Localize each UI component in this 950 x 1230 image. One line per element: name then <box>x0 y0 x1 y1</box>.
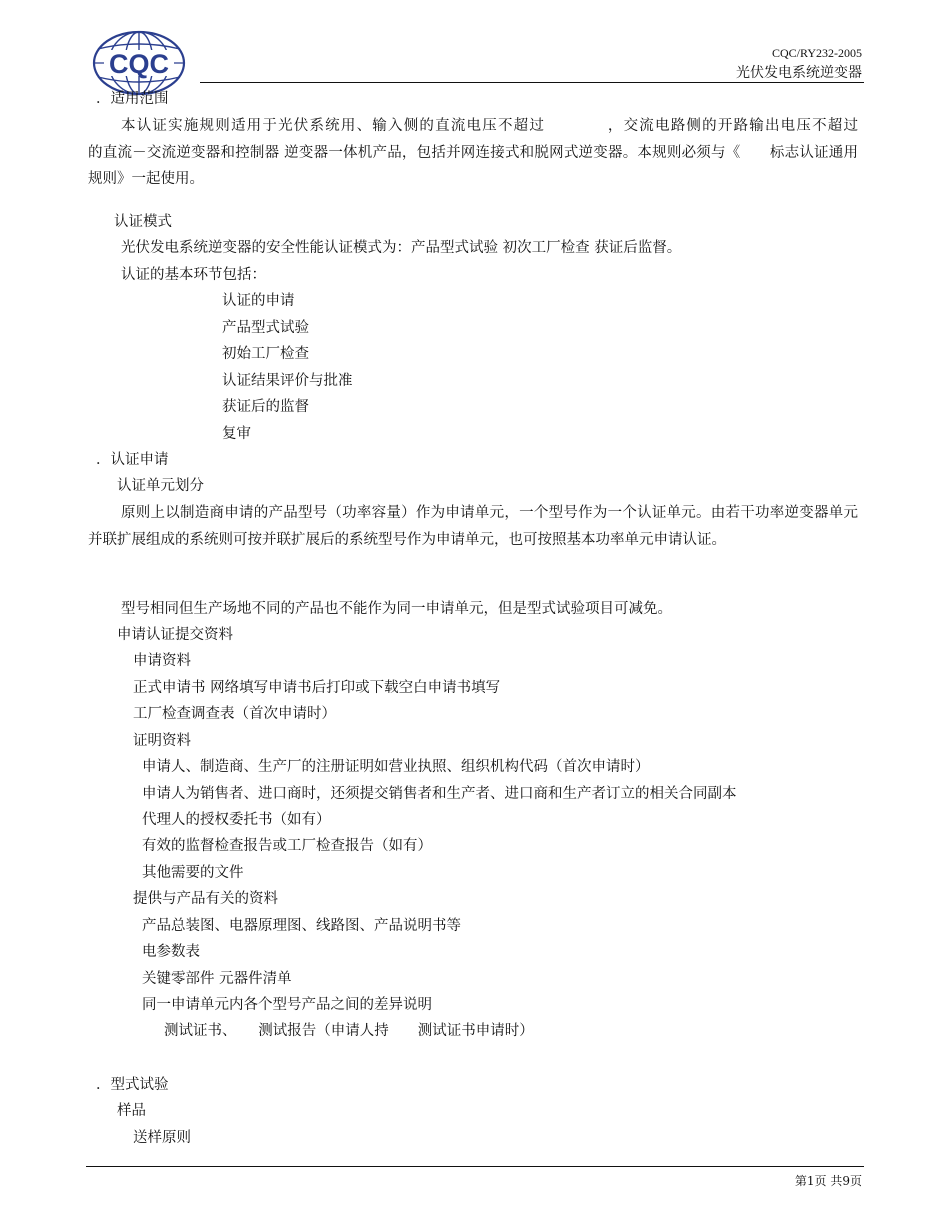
section-2-heading: 认证模式 <box>114 214 172 230</box>
product-item: 产品总装图、电器原理图、线路图、产品说明书等 <box>142 918 461 934</box>
proof-materials-heading: 证明资料 <box>133 733 191 749</box>
application-item: 工厂检查调查表（首次申请时） <box>133 706 336 722</box>
sample-heading: 样品 <box>117 1103 146 1119</box>
proof-item: 有效的监督检查报告或工厂检查报告（如有） <box>142 838 432 854</box>
proof-item: 代理人的授权委托书（如有） <box>142 812 331 828</box>
sampling-principle-heading: 送样原则 <box>133 1130 191 1146</box>
step-item: 认证的申请 <box>222 293 295 309</box>
step-item: 产品型式试验 <box>222 320 309 336</box>
product-item: 同一申请单元内各个型号产品之间的差异说明 <box>142 997 432 1013</box>
section-1-heading: ．适用范围 <box>96 91 169 107</box>
document-title: 光伏发电系统逆变器 <box>736 65 862 81</box>
proof-item: 其他需要的文件 <box>142 865 244 881</box>
basic-steps-intro: 认证的基本环节包括： <box>121 267 266 283</box>
section-4-heading: ．型式试验 <box>96 1077 169 1093</box>
submission-materials-heading: 申请认证提交资料 <box>117 627 233 643</box>
product-item: 电参数表 <box>142 944 200 960</box>
same-model-note: 型号相同但生产场地不同的产品也不能作为同一申请单元，但是型式试验项目可减免。 <box>121 601 672 617</box>
product-item: 关键零部件 元器件清单 <box>142 971 292 987</box>
unit-division-paragraph: 原则上以制造商申请的产品型号（功率容量）作为申请单元，一个型号作为一个认证单元。由若干功率逆变器单元并联扩展组成的系统则可按并联扩展后的系统型号作为申请单元，也可按照基本功率单元申请认证。 <box>88 505 858 548</box>
section-1-paragraph: 本认证实施规则适用于光伏系统用、输入侧的直流电压不超过 ，交流电路侧的开路输出电压不超过 的直流－交流逆变器和控制器 逆变器一体机产品，包括并网连接式和脱网式逆变器。本规则必须与《 标志认证通用规则》一起使用。 <box>88 118 916 187</box>
logo-text: CQC <box>109 49 169 79</box>
page-number: 第1页 共9页 <box>794 1174 862 1188</box>
certification-mode-text: 光伏发电系统逆变器的安全性能认证模式为：产品型式试验 初次工厂检查 获证后监督。 <box>121 240 682 256</box>
header-divider <box>200 82 864 83</box>
product-materials-heading: 提供与产品有关的资料 <box>133 891 278 907</box>
document-code: CQC/RY232-2005 <box>771 46 862 60</box>
step-item: 获证后的监督 <box>222 399 309 415</box>
step-item: 初始工厂检查 <box>222 346 309 362</box>
application-item: 正式申请书 网络填写申请书后打印或下载空白申请书填写 <box>133 680 501 696</box>
step-item: 认证结果评价与批准 <box>222 373 353 389</box>
footer-divider <box>86 1166 864 1167</box>
application-materials-heading: 申请资料 <box>133 653 191 669</box>
cqc-logo <box>92 30 186 96</box>
cqc-globe-icon <box>92 30 186 96</box>
test-certificate-line: 测试证书、 测试报告（申请人持 测试证书申请时） <box>164 1023 534 1039</box>
section-3-heading: ．认证申请 <box>96 452 169 468</box>
unit-division-heading: 认证单元划分 <box>117 478 204 494</box>
proof-item: 申请人为销售者、进口商时，还须提交销售者和生产者、进口商和生产者订立的相关合同副本 <box>142 786 737 802</box>
step-item: 复审 <box>222 426 251 442</box>
proof-item: 申请人、制造商、生产厂的注册证明如营业执照、组织机构代码（首次申请时） <box>142 759 650 775</box>
